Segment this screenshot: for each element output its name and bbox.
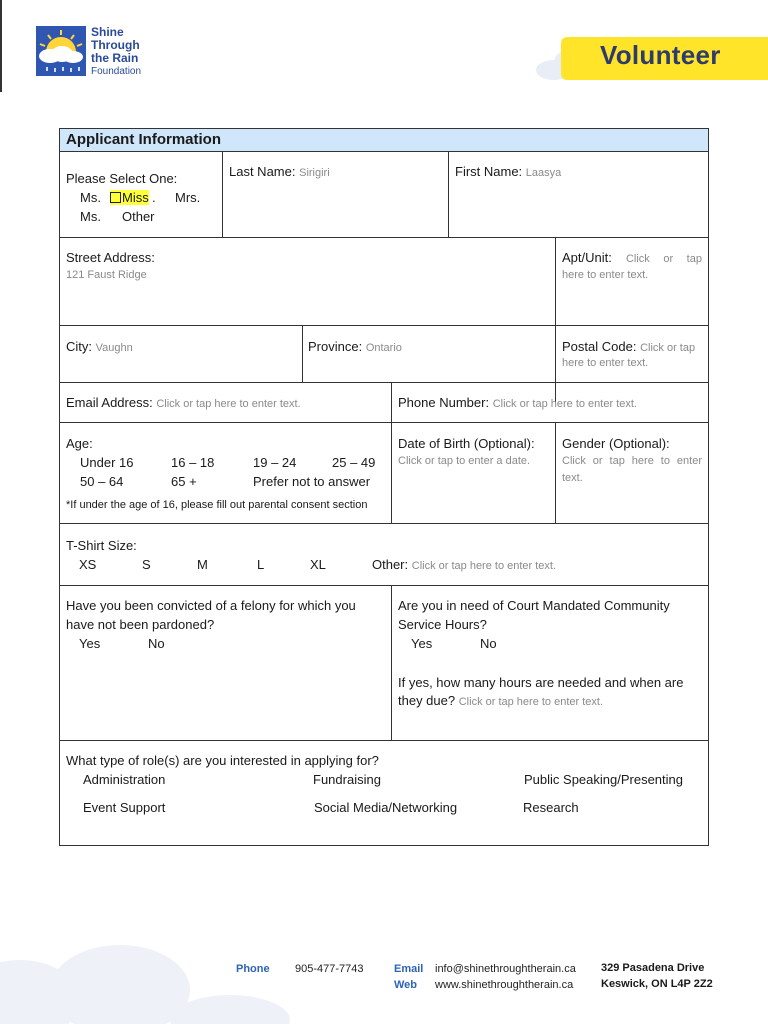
age-option-50-64[interactable]: 50 – 64: [80, 474, 124, 489]
felony-question-line-1: Have you been convicted of a felony for which you: [66, 598, 356, 613]
footer-web-label: Web: [394, 979, 418, 991]
tshirt-option-xl[interactable]: XL: [310, 557, 326, 572]
age-option-19-24[interactable]: 19 – 24: [253, 455, 297, 470]
footer-email-link[interactable]: info@shinethroughtherain.ca: [435, 963, 576, 975]
foundation-logo: [36, 26, 146, 80]
city-label: City:: [66, 339, 92, 354]
footer-phone: 905-477-7743: [295, 963, 364, 975]
role-option-event-support[interactable]: Event Support: [83, 800, 166, 815]
court-option-yes[interactable]: Yes: [411, 636, 433, 651]
age-option-16-18[interactable]: 16 – 18: [171, 455, 215, 470]
email-label: Email Address:: [66, 395, 153, 410]
logo-wordmark: [91, 26, 141, 78]
logo-line-1: Shine: [91, 25, 124, 39]
city-field[interactable]: [66, 339, 133, 354]
logo-line-2: Through: [91, 38, 140, 52]
divider: [60, 382, 708, 383]
footer-web-link[interactable]: www.shinethroughtherain.ca: [435, 979, 574, 991]
tshirt-option-m[interactable]: M: [197, 557, 208, 572]
footer-address-line-1: 329 Pasadena Drive: [601, 962, 705, 974]
age-option-under-16[interactable]: Under 16: [80, 455, 134, 470]
court-question-line-1: Are you in need of Court Mandated Community: [398, 598, 670, 613]
tshirt-other-field[interactable]: [372, 557, 556, 572]
court-followup-placeholder: Click or tap here to enter text.: [458, 696, 604, 708]
divider: [60, 151, 708, 152]
court-question-line-2: Service Hours?: [398, 617, 487, 632]
form-header-title: Applicant Information: [66, 131, 221, 148]
applicant-form: [59, 128, 709, 846]
email-placeholder: Click or tap here to enter text.: [156, 398, 301, 410]
divider: [391, 382, 392, 523]
tshirt-option-xs[interactable]: XS: [79, 557, 97, 572]
age-label: Age:: [66, 436, 93, 451]
logo-line-4: Foundation: [91, 66, 142, 77]
tshirt-option-s[interactable]: S: [142, 557, 151, 572]
postal-code-placeholder-1: Click or tap: [640, 342, 696, 354]
felony-question-line-2: have not been pardoned?: [66, 617, 215, 632]
first-name-label: First Name:: [455, 164, 523, 179]
divider: [60, 585, 708, 586]
tshirt-other-label: Other:: [372, 557, 409, 572]
postal-code-placeholder-2[interactable]: here to enter text.: [562, 357, 649, 369]
tshirt-other-placeholder: Click or tap here to enter text.: [411, 560, 557, 572]
divider: [60, 523, 708, 524]
street-address-label: Street Address:: [66, 250, 155, 265]
role-option-public-speaking[interactable]: Public Speaking/Presenting: [524, 772, 683, 787]
footer-cloud-decoration: [0, 930, 320, 1024]
postal-code-field[interactable]: [562, 339, 695, 354]
province-value: Ontario: [365, 342, 402, 354]
divider: [222, 151, 223, 237]
city-value: Vaughn: [95, 342, 133, 354]
divider: [302, 325, 303, 382]
gender-placeholder-1[interactable]: Click or tap here to enter: [562, 455, 702, 467]
divider: [448, 151, 449, 237]
role-option-fundraising[interactable]: Fundraising: [313, 772, 381, 787]
age-option-65-plus[interactable]: 65 +: [171, 474, 197, 489]
apt-unit-placeholder-1: Click or tap: [625, 253, 702, 265]
footer-email-label: Email: [394, 963, 424, 975]
gender-label: Gender (Optional):: [562, 436, 670, 451]
phone-label: Phone Number:: [398, 395, 490, 410]
roles-question: What type of role(s) are you interested in applying for?: [66, 753, 379, 768]
apt-unit-placeholder-2[interactable]: here to enter text.: [562, 269, 649, 281]
title-option-mrs[interactable]: Mrs.: [175, 190, 201, 205]
felony-option-yes[interactable]: Yes: [79, 636, 101, 651]
tshirt-label: T-Shirt Size:: [66, 538, 137, 553]
title-option-ms-2[interactable]: Ms.: [80, 209, 101, 224]
province-label: Province:: [308, 339, 363, 354]
divider: [60, 237, 708, 238]
apt-unit-label: Apt/Unit:: [562, 250, 612, 265]
title-option-miss-period: .: [152, 190, 156, 205]
title-option-ms[interactable]: Ms.: [80, 190, 101, 205]
role-option-social-media[interactable]: Social Media/Networking: [314, 800, 458, 815]
volunteer-title: Volunteer: [600, 40, 721, 70]
footer-address-line-2: Keswick, ON L4P 2Z2: [601, 978, 713, 990]
last-name-value: Sirigiri: [299, 167, 330, 179]
divider: [555, 422, 556, 523]
street-address-value[interactable]: 121 Faust Ridge: [66, 269, 147, 281]
divider: [391, 585, 392, 740]
court-followup-line-1: If yes, how many hours are needed and when are: [398, 675, 684, 690]
dob-label: Date of Birth (Optional):: [398, 436, 535, 451]
title-option-miss-label: Miss: [122, 190, 149, 205]
tshirt-option-l[interactable]: L: [257, 557, 265, 572]
checkbox-icon[interactable]: [110, 192, 121, 203]
phone-field[interactable]: [398, 395, 637, 410]
age-option-prefer-not[interactable]: Prefer not to answer: [253, 474, 371, 489]
page-edge-line: [0, 0, 2, 92]
last-name-field[interactable]: [229, 164, 330, 179]
court-followup-field[interactable]: [398, 693, 603, 708]
age-option-25-49[interactable]: 25 – 49: [332, 455, 376, 470]
divider: [60, 422, 708, 423]
role-option-research[interactable]: Research: [523, 800, 579, 815]
divider: [60, 740, 708, 741]
court-option-no[interactable]: No: [480, 636, 497, 651]
dob-placeholder[interactable]: Click or tap to enter a date.: [398, 455, 531, 467]
title-option-miss[interactable]: [110, 190, 149, 205]
gender-placeholder-2[interactable]: text.: [562, 472, 583, 484]
age-note: *If under the age of 16, please fill out parental consent section: [66, 499, 368, 511]
postal-code-label: Postal Code:: [562, 339, 637, 354]
logo-line-3: the Rain: [91, 51, 139, 65]
phone-placeholder: Click or tap here to enter text.: [492, 398, 637, 410]
first-name-field[interactable]: [455, 164, 561, 179]
footer-phone-label: Phone: [236, 963, 270, 975]
last-name-label: Last Name:: [229, 164, 296, 179]
email-field[interactable]: [66, 395, 301, 410]
sun-cloud-logo-icon: [36, 26, 86, 76]
role-option-administration[interactable]: Administration: [83, 772, 166, 787]
title-option-other[interactable]: Other: [122, 209, 155, 224]
court-followup-line-2: they due?: [398, 693, 456, 708]
first-name-value: Laasya: [525, 167, 562, 179]
apt-unit-field[interactable]: [562, 250, 702, 265]
title-select-label: Please Select One:: [66, 171, 178, 186]
felony-option-no[interactable]: No: [148, 636, 165, 651]
divider: [60, 325, 708, 326]
province-field[interactable]: [308, 339, 402, 354]
divider: [555, 237, 556, 402]
